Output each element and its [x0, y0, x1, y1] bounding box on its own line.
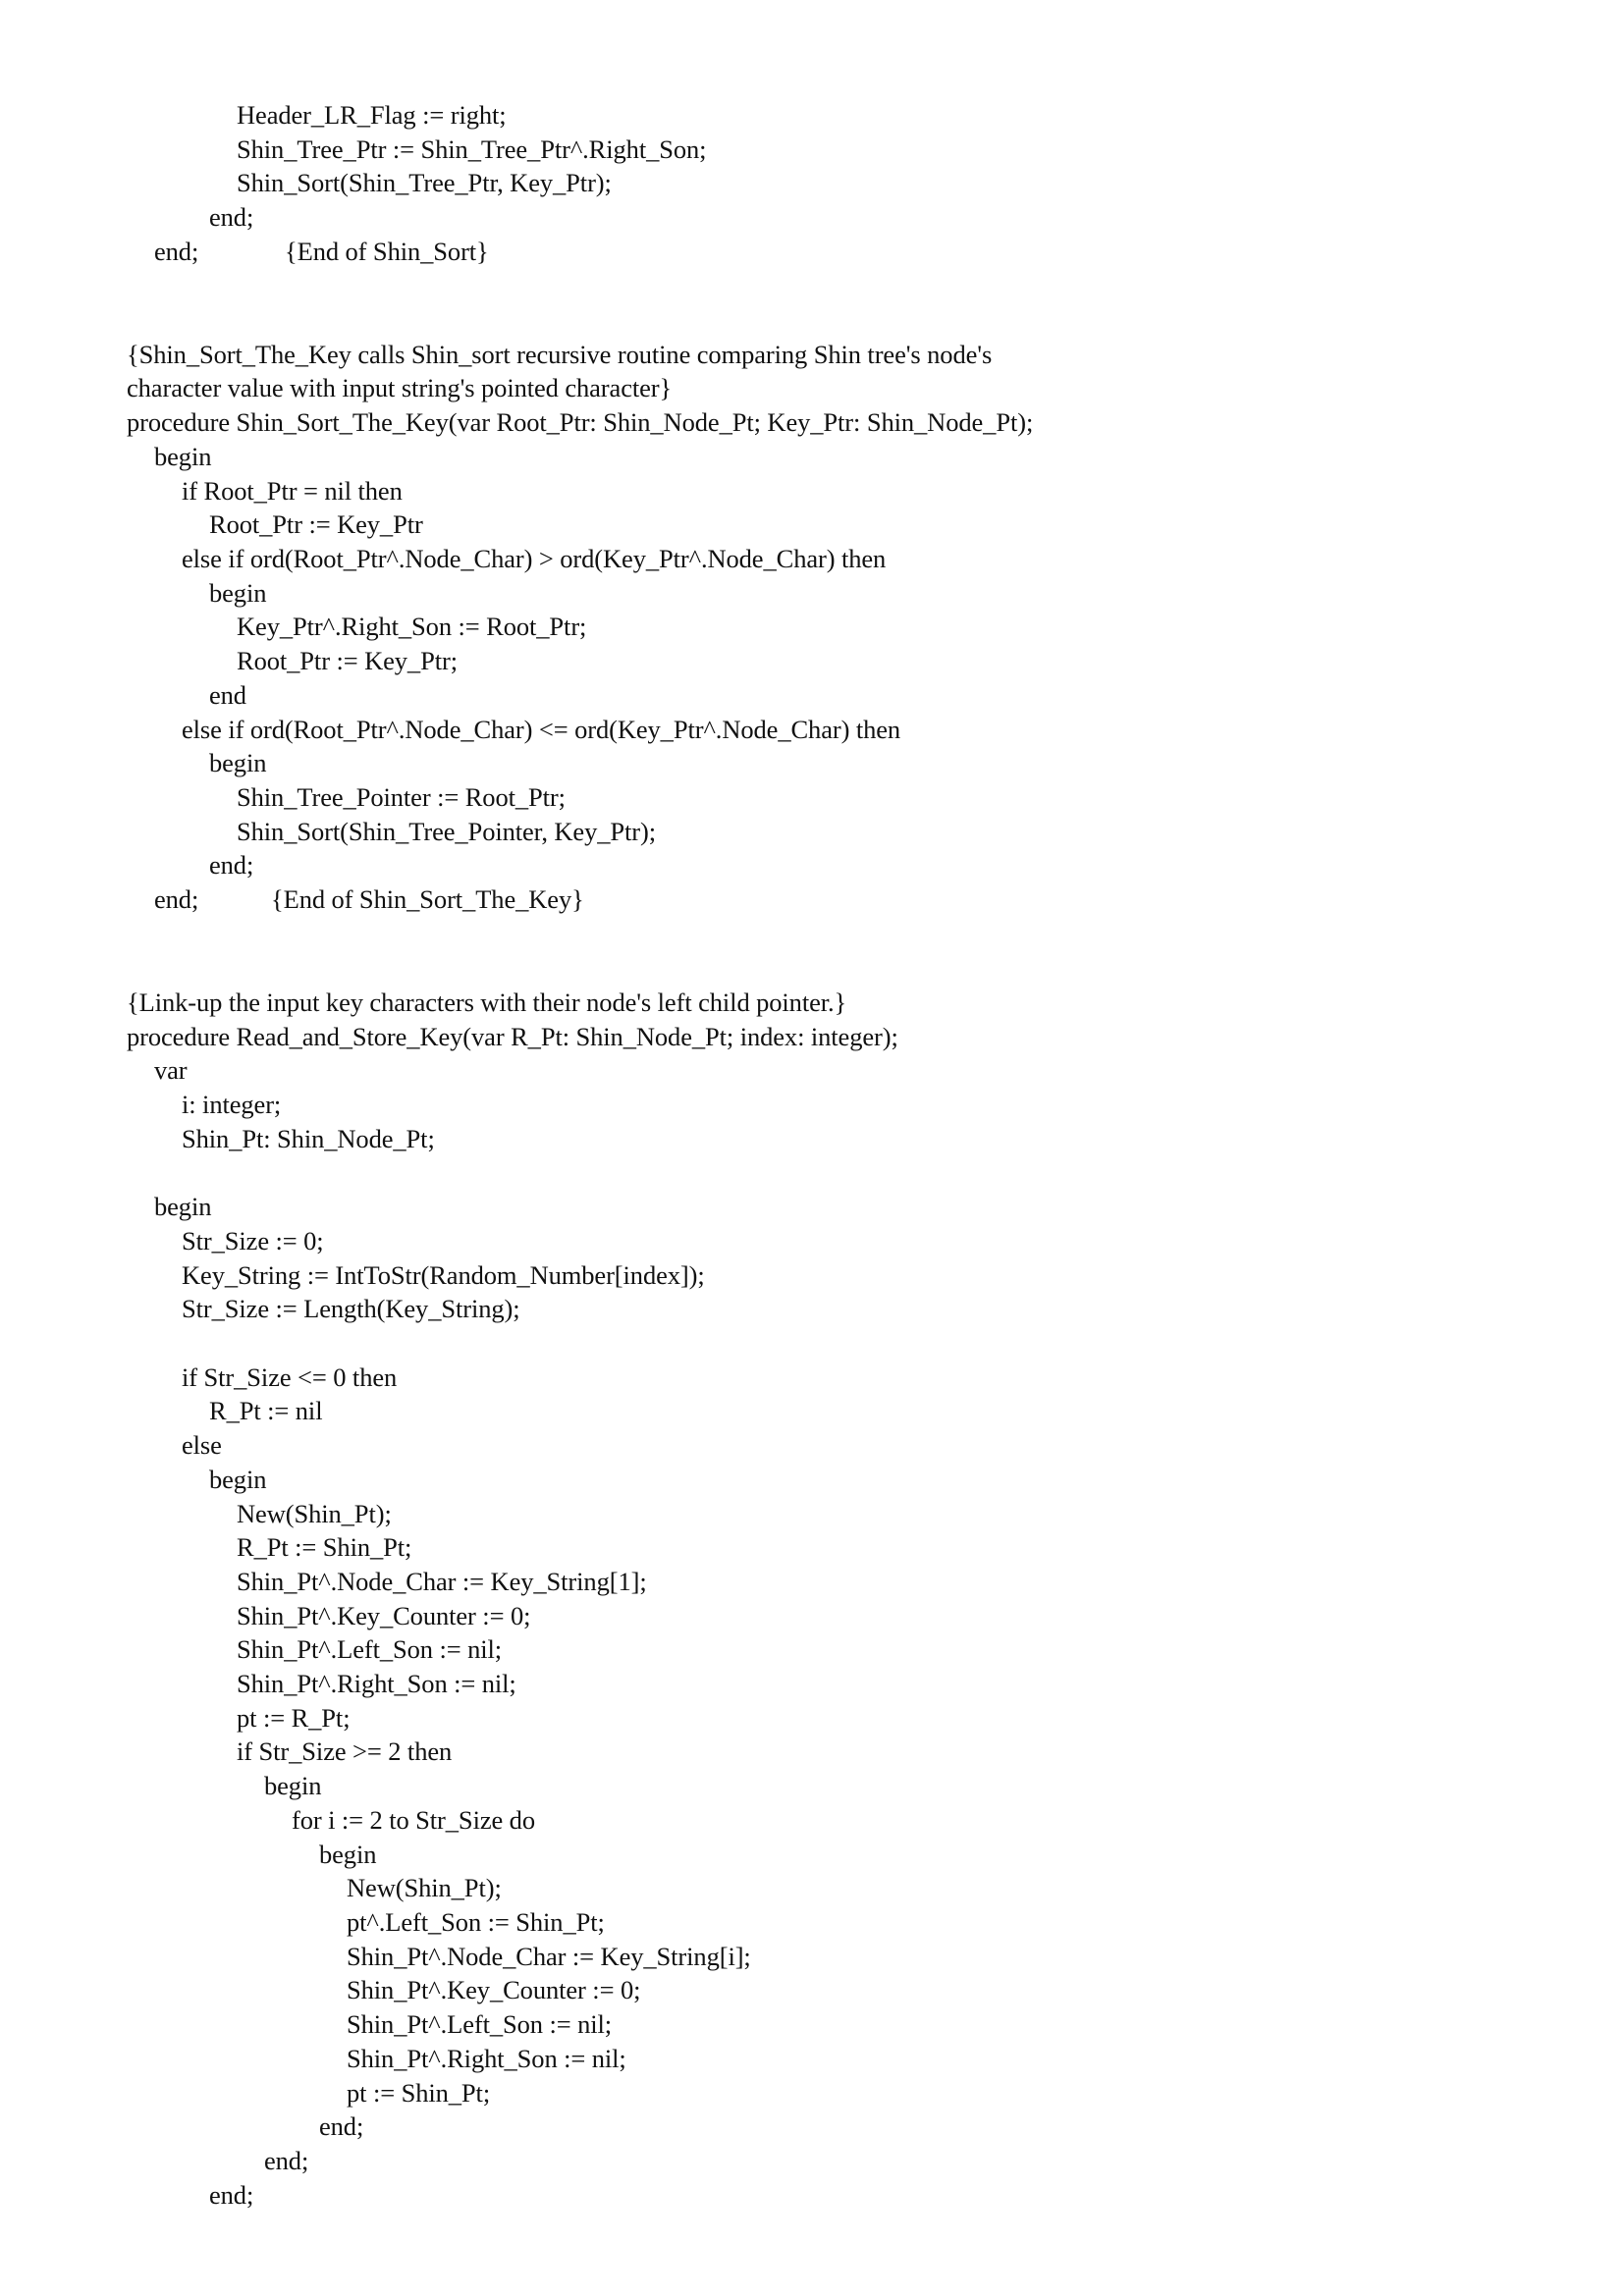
code-line: Shin_Pt^.Node_Char := Key_String[1]; [237, 1567, 647, 1596]
code-line: Str_Size := 0; [182, 1226, 324, 1255]
code-line: New(Shin_Pt); [237, 1499, 392, 1528]
code-line: Shin_Pt^.Right_Son := nil; [237, 1669, 516, 1698]
code-line: procedure Shin_Sort_The_Key(var Root_Ptr: Shin_Node_Pt; Key_Ptr: Shin_Node_Pt); [127, 407, 1034, 437]
code-line: pt := Shin_Pt; [347, 2078, 491, 2108]
code-line: Key_Ptr^.Right_Son := Root_Ptr; [237, 612, 587, 641]
code-line: Shin_Sort(Shin_Tree_Ptr, Key_Ptr); [237, 168, 612, 197]
code-line: end; [209, 850, 254, 880]
code-line: begin [154, 1192, 212, 1221]
comment-line: {End of Shin_Sort} [285, 237, 489, 266]
comment-line: {Link-up the input key characters with their node's left child pointer.} [127, 988, 847, 1017]
comment-line: {End of Shin_Sort_The_Key} [271, 884, 584, 914]
code-line: Shin_Pt: Shin_Node_Pt; [182, 1124, 435, 1153]
code-line: begin [264, 1771, 322, 1800]
comment-line: {Shin_Sort_The_Key calls Shin_sort recursive routine comparing Shin tree's node's [127, 340, 993, 369]
code-line: end; [264, 2146, 309, 2175]
code-line: if Str_Size >= 2 then [237, 1736, 453, 1766]
code-line: Root_Ptr := Key_Ptr; [237, 646, 458, 675]
code-line: Shin_Tree_Ptr := Shin_Tree_Ptr^.Right_Son; [237, 134, 707, 164]
code-line: end; [154, 237, 199, 266]
code-line: begin [154, 442, 212, 471]
code-line: R_Pt := nil [209, 1396, 323, 1425]
code-line: end; [209, 202, 254, 232]
code-line: Shin_Sort(Shin_Tree_Pointer, Key_Ptr); [237, 817, 657, 846]
code-line: Shin_Pt^.Left_Son := nil; [237, 1634, 503, 1664]
code-line: Shin_Pt^.Right_Son := nil; [347, 2044, 626, 2073]
code-line: begin [319, 1840, 377, 1869]
code-line: end [209, 680, 246, 710]
code-line: for i := 2 to Str_Size do [292, 1805, 535, 1835]
code-line: Header_LR_Flag := right; [237, 100, 507, 130]
code-line: Root_Ptr := Key_Ptr [209, 509, 423, 539]
code-line: pt^.Left_Son := Shin_Pt; [347, 1907, 605, 1937]
code-line: procedure Read_and_Store_Key(var R_Pt: Shin_Node_Pt; index: integer); [127, 1022, 898, 1051]
code-line: else if ord(Root_Ptr^.Node_Char) > ord(Key_Ptr^.Node_Char) then [182, 544, 887, 573]
code-line: if Str_Size <= 0 then [182, 1362, 398, 1392]
code-line: end; [319, 2111, 364, 2141]
code-line: Shin_Pt^.Key_Counter := 0; [237, 1601, 531, 1630]
code-line: Shin_Pt^.Key_Counter := 0; [347, 1975, 641, 2004]
code-line: i: integer; [182, 1090, 282, 1119]
code-line: R_Pt := Shin_Pt; [237, 1532, 412, 1562]
code-line: begin [209, 578, 267, 608]
code-line: Str_Size := Length(Key_String); [182, 1294, 520, 1323]
comment-line: character value with input string's pointed character} [127, 373, 673, 402]
code-line: var [154, 1055, 188, 1085]
code-line: else if ord(Root_Ptr^.Node_Char) <= ord(Key_Ptr^.Node_Char) then [182, 715, 901, 744]
code-line: begin [209, 1465, 267, 1494]
code-line: Shin_Pt^.Left_Son := nil; [347, 2009, 613, 2039]
code-line: New(Shin_Pt); [347, 1873, 502, 1902]
code-line: Shin_Tree_Pointer := Root_Ptr; [237, 782, 566, 812]
code-line: end; [154, 884, 199, 914]
code-line: Shin_Pt^.Node_Char := Key_String[i]; [347, 1942, 751, 1971]
code-line: if Root_Ptr = nil then [182, 476, 403, 506]
code-line: pt := R_Pt; [237, 1703, 351, 1733]
code-line: Key_String := IntToStr(Random_Number[index]); [182, 1260, 705, 1290]
code-line: else [182, 1430, 222, 1460]
code-line: begin [209, 748, 267, 777]
code-line: end; [209, 2180, 254, 2210]
